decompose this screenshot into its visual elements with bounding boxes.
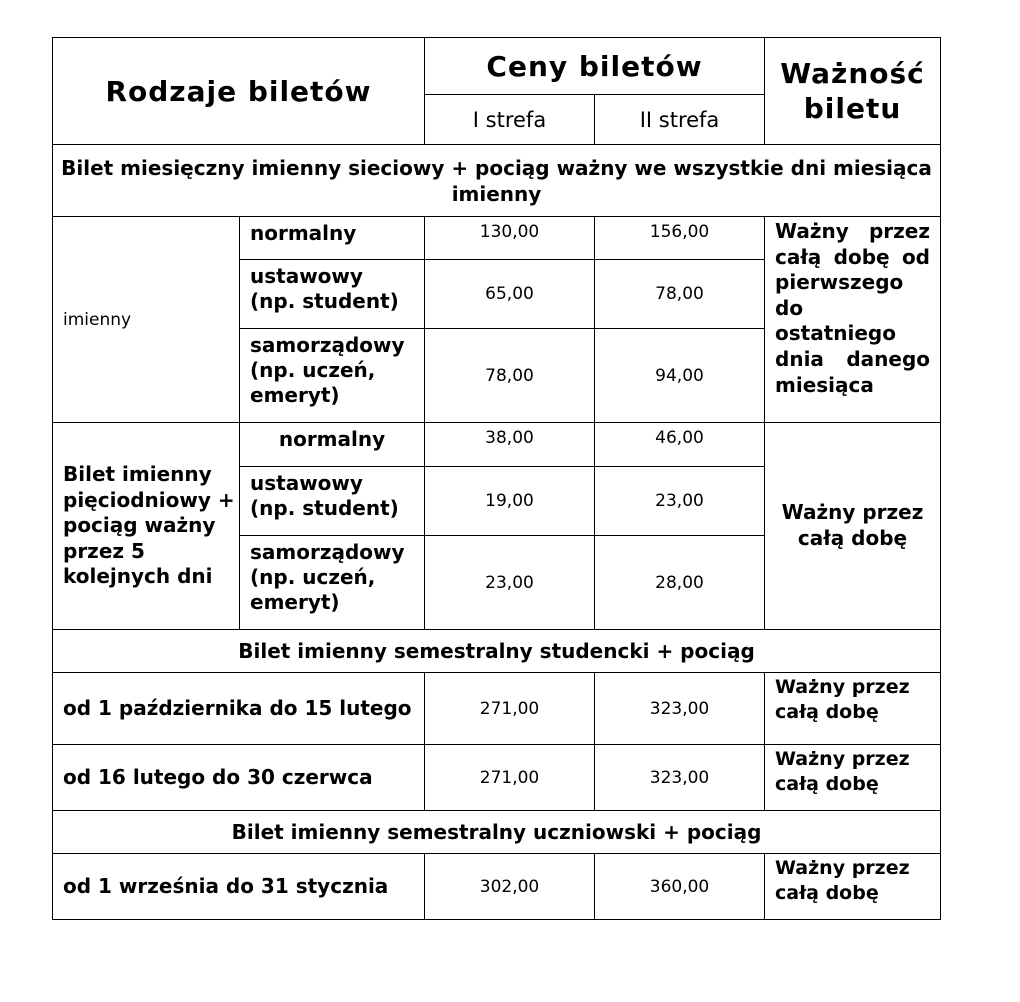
monthly-normal-zone1: 130,00 <box>425 217 595 260</box>
monthly-validity: Ważny przez całą dobę od pierwszego do ostatniego dnia danego miesiąca <box>765 217 941 423</box>
student-period-2-zone2: 323,00 <box>595 745 765 811</box>
pupil-period-1-zone2: 360,00 <box>595 854 765 920</box>
student-period-1-zone1: 271,00 <box>425 673 595 745</box>
pupil-period-1-zone1: 302,00 <box>425 854 595 920</box>
five-day-statutory-zone1: 19,00 <box>425 467 595 536</box>
monthly-group-label: imienny <box>53 217 240 423</box>
student-period-2: od 16 lutego do 30 czerwca <box>53 745 425 811</box>
monthly-type-normal: normalny <box>240 217 425 260</box>
five-day-group-label: Bilet imienny pięciodniowy + pociąg ważny przez 5 kolejnych dni <box>53 423 240 630</box>
monthly-statutory-zone2: 78,00 <box>595 260 765 329</box>
student-period-1-zone2: 323,00 <box>595 673 765 745</box>
student-period-1: od 1 października do 15 lutego <box>53 673 425 745</box>
section-pupil-semester-title: Bilet imienny semestralny uczniowski + pociąg <box>53 811 941 854</box>
five-day-type-normal: normalny <box>240 423 425 467</box>
section-student-semester-title: Bilet imienny semestralny studencki + pociąg <box>53 630 941 673</box>
student-period-1-validity: Ważny przez całą dobę <box>765 673 941 745</box>
five-day-local-zone2: 28,00 <box>595 536 765 630</box>
monthly-local-zone2: 94,00 <box>595 329 765 423</box>
monthly-type-statutory: ustawowy (np. student) <box>240 260 425 329</box>
five-day-statutory-zone2: 23,00 <box>595 467 765 536</box>
header-validity: Ważność biletu <box>765 38 941 145</box>
five-day-type-statutory: ustawowy (np. student) <box>240 467 425 536</box>
five-day-type-local: samorządowy (np. uczeń, emeryt) <box>240 536 425 630</box>
header-zone-1: I strefa <box>425 95 595 145</box>
student-period-2-validity: Ważny przez całą dobę <box>765 745 941 811</box>
monthly-statutory-zone1: 65,00 <box>425 260 595 329</box>
header-zone-2: II strefa <box>595 95 765 145</box>
five-day-normal-zone1: 38,00 <box>425 423 595 467</box>
student-period-2-zone1: 271,00 <box>425 745 595 811</box>
header-ticket-types: Rodzaje biletów <box>53 38 425 145</box>
ticket-price-table <box>52 37 941 920</box>
five-day-normal-zone2: 46,00 <box>595 423 765 467</box>
header-prices: Ceny biletów <box>425 38 765 95</box>
section-monthly-title: Bilet miesięczny imienny sieciowy + pociąg ważny we wszystkie dni miesiąca imienny <box>53 145 941 217</box>
monthly-local-zone1: 78,00 <box>425 329 595 423</box>
five-day-local-zone1: 23,00 <box>425 536 595 630</box>
five-day-validity: Ważny przez całą dobę <box>765 423 941 630</box>
pupil-period-1: od 1 września do 31 stycznia <box>53 854 425 920</box>
monthly-type-local: samorządowy (np. uczeń, emeryt) <box>240 329 425 423</box>
monthly-normal-zone2: 156,00 <box>595 217 765 260</box>
pupil-period-1-validity: Ważny przez całą dobę <box>765 854 941 920</box>
